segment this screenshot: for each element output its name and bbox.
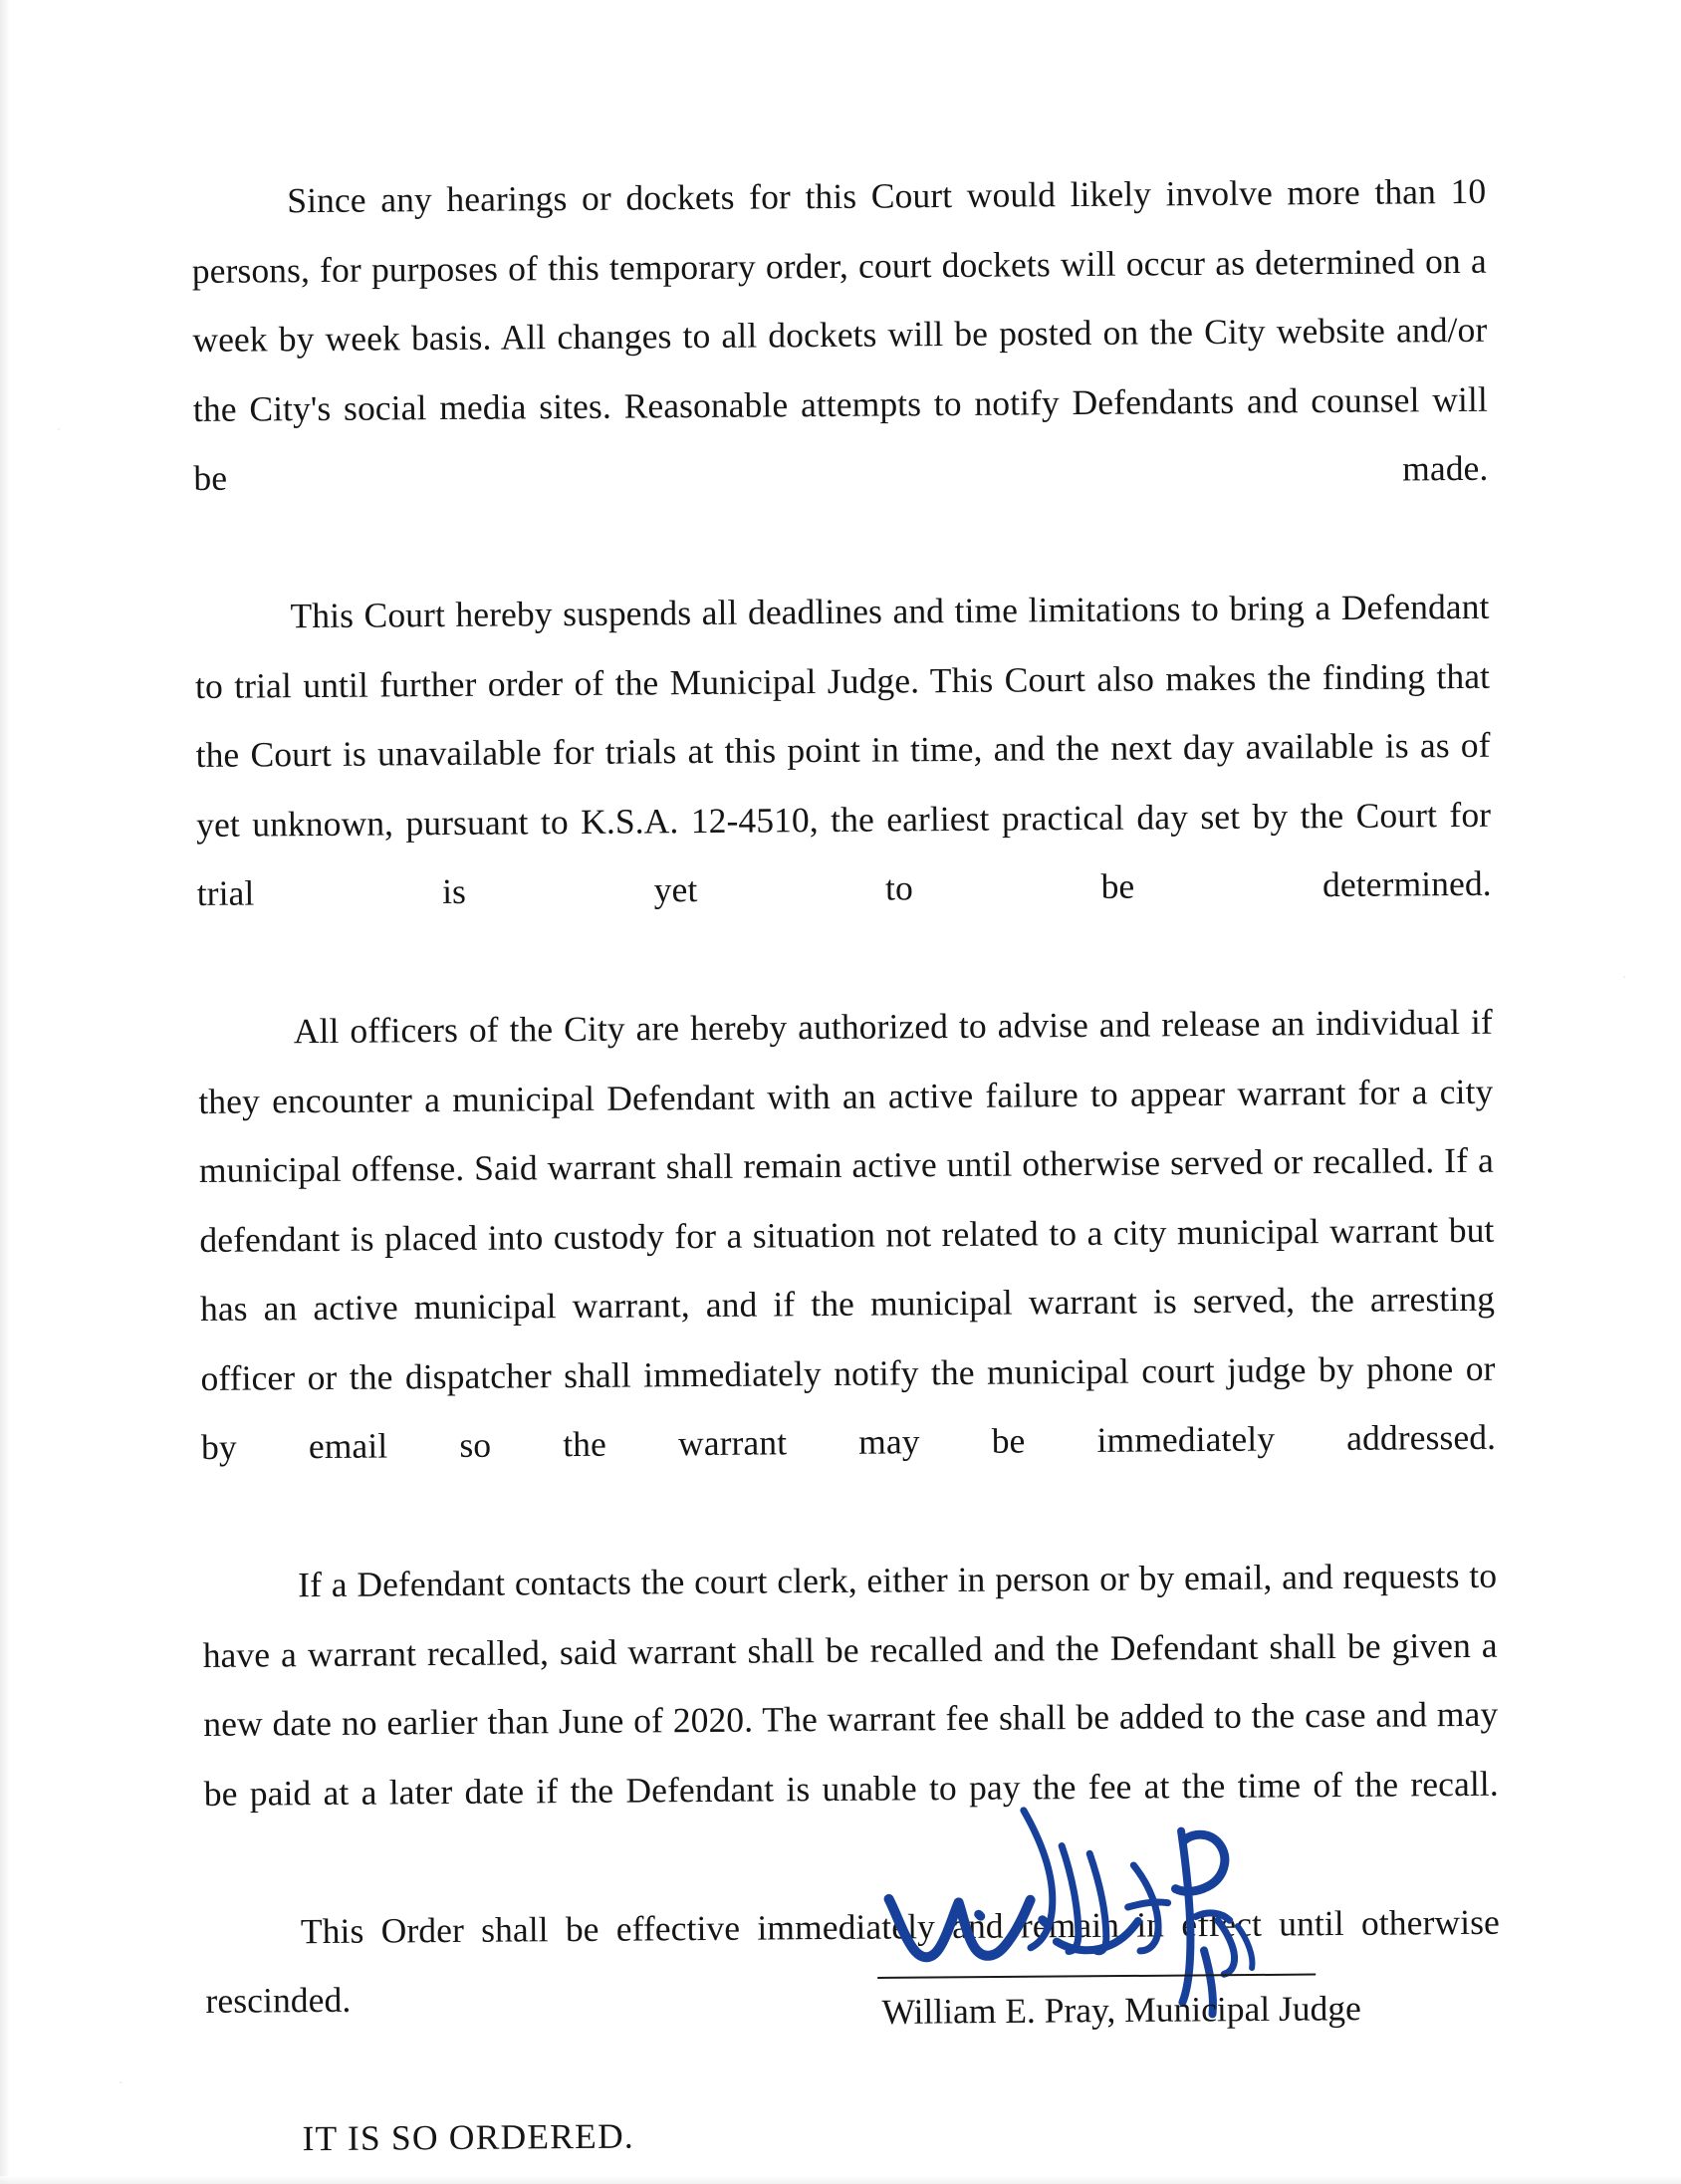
paragraph-hearings-dockets: Since any hearings or dockets for this Court would likely involve more than 10 persons, for purposes of this temporary order, court dockets will occur as determined on a week by week basis. All changes to all dockets will be posted on the City website and/or the City's social media sites. Reasonable attempts to notify Defendants and counsel will be made. (191, 170, 1489, 498)
paragraph-warrant-recall: If a Defendant contacts the court clerk, either in person or by email, and requests to have a warrant recalled, said warrant shall be recalled and the Defendant shall be given a new date no earlier than June of 2020. The warrant fee shall be added to the case and may be paid at a later date if the Defendant is unable to pay the fee at the time of the recall. (202, 1555, 1499, 1814)
paragraph-suspend-deadlines: This Court hereby suspends all deadlines and time limitations to bring a Defendant to trial until further order of the Municipal Judge. This Court also makes the finding that the Court is unavailable for trials at this point in time, and the next day available is as of yet unknown, pursuant to K.S.A. 12-4510, the earliest practical day set by the Court for trial is yet to be determined. (194, 586, 1492, 913)
scan-speckle (120, 2081, 122, 2083)
signature-caption: William E. Pray, Municipal Judge (881, 1988, 1361, 2032)
scan-edge-shadow-bottom (0, 2176, 1681, 2184)
document-text-body (191, 157, 1502, 2175)
it-is-so-ordered-line: IT IS SO ORDERED. (302, 2115, 635, 2159)
paragraph-effective-immediately: This Order shall be effective immediately and remain in effect until otherwise rescinded. (205, 1901, 1501, 2021)
scan-speckle (1623, 976, 1625, 978)
scan-speckle (58, 428, 60, 430)
paragraph-officers-authorization: All officers of the City are hereby authorized to advise and release an individual if they encounter a municipal Defendant with an active failure to appear warrant for a city municipal offense. Said warrant shall remain active until otherwise served or recalled. If a defendant is placed into custody for a situation not related to a city municipal warrant but has an active municipal warrant, and if the municipal warrant is served, the arresting officer or the dispatcher shall immediately notify the municipal court judge by phone or by email so the warrant may be immediately addressed. (198, 1001, 1497, 1467)
scan-edge-shadow-left (0, 0, 10, 2184)
